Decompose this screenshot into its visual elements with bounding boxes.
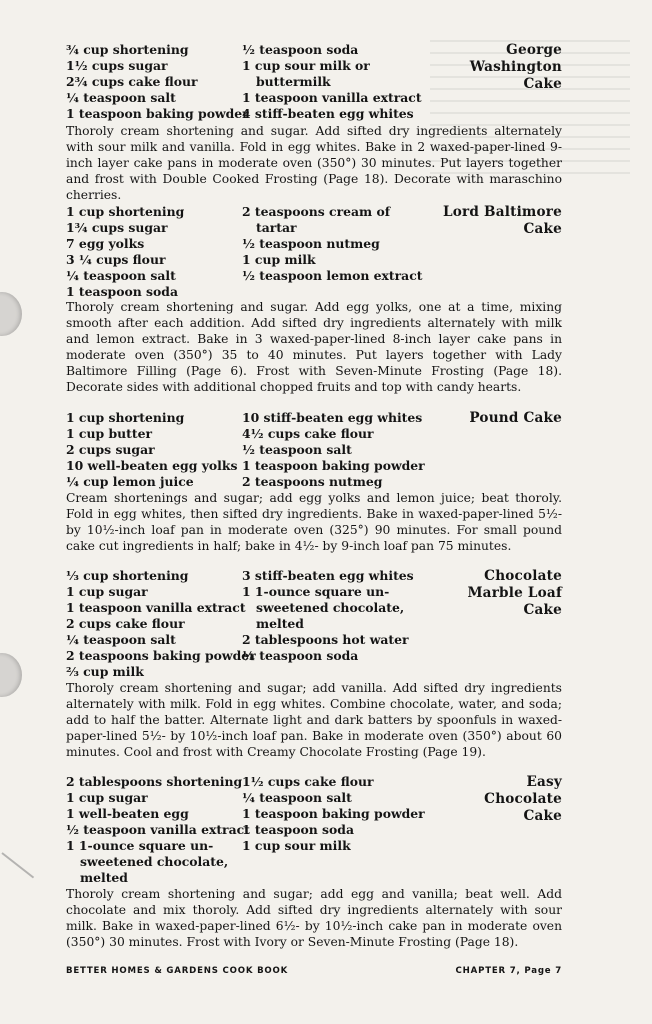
recipe-directions: Thoroly cream shortening and sugar. Add egg yolks, one at a time, mixing smooth after each addition. Add sifted dry ingredients alternately with milk and lemon extract. Bake in 3 waxed-paper-lined 8-inch layer cake pans in moderate oven (350°) 35 to 40 minutes. Put layers together with Lady Baltimore Filling (Page 6). Frost with Seven-Minute Frosting (Page 18). Decorate sides with additional chopped fruits and top with candy hearts.	[66, 300, 562, 394]
ingredient: 3 ¼ cups flour	[66, 252, 166, 267]
ingredient-column-1	[66, 410, 244, 490]
ingredient: ¼ cup lemon juice	[66, 474, 194, 489]
ingredient: 2 teaspoons nutmeg	[242, 474, 383, 489]
ingredient-column-2	[242, 42, 434, 122]
ingredient: 1 teaspoon soda	[66, 284, 178, 299]
ingredient-column-1	[66, 204, 244, 300]
ingredient: 1 cup shortening	[66, 410, 185, 425]
ingredient: 1 teaspoon baking powder	[242, 458, 425, 473]
ingredient: 1½ cups sugar	[66, 58, 168, 73]
ingredient: 1 teaspoon vanilla extract	[66, 600, 246, 615]
ingredient: ⅔ cup milk	[66, 664, 144, 679]
ingredient: ½ teaspoon salt	[242, 442, 352, 457]
recipe-directions: Thoroly cream shortening and sugar. Add sifted dry ingredients alternately with sour milk and vanilla. Fold in egg whites. Bake in 2 waxed-paper-lined 9-inch layer cake pans in moderate oven (350°) 30 minutes. Put layers together and frost with Double Cooked Frosting (Page 18). Decorate with maraschino cherries.	[66, 124, 562, 202]
ingredient: 1 teaspoon baking powder	[242, 806, 425, 821]
ingredient: 1 cup sour milk	[242, 838, 351, 853]
recipe-directions: Thoroly cream shortening and sugar; add egg and vanilla; beat well. Add chocolate and mix thoroly. Add sifted dry ingredients alternately with sour milk. Bake in waxed-paper-lined 6½- by 10½-inch cake pan in moderate oven (350°) 30 minutes. Frost with Ivory or Seven-Minute Frosting (Page 18).	[66, 887, 562, 949]
ingredient: melted	[256, 616, 304, 631]
binder-hole-middle	[0, 653, 22, 697]
ingredient: 4 stiff-beaten egg whites	[242, 106, 414, 121]
ingredient: ½ teaspoon nutmeg	[242, 236, 380, 251]
ingredient-column-2	[242, 410, 434, 490]
ingredient-column-2	[242, 568, 434, 664]
ingredient: ¼ teaspoon salt	[66, 90, 176, 105]
ingredient: 1 1-ounce square un-	[66, 838, 214, 853]
ingredient-column-2	[242, 204, 434, 284]
ingredient: ½ teaspoon lemon extract	[242, 268, 423, 283]
ingredient: 1 cup sour milk or	[242, 58, 370, 73]
recipe-title: Chocolate Marble Loaf Cake	[467, 568, 562, 618]
ingredient: 1 teaspoon soda	[242, 822, 354, 837]
ingredient: 1 cup butter	[66, 426, 152, 441]
ingredient: 10 stiff-beaten egg whites	[242, 410, 423, 425]
ingredient: 1 cup milk	[242, 252, 316, 267]
ingredient: 1 teaspoon baking powder	[66, 106, 249, 121]
ingredient: 1½ cups cake flour	[242, 774, 374, 789]
recipe-directions: Cream shortenings and sugar; add egg yolks and lemon juice; beat thoroly. Fold in egg whites, then sifted dry ingredients. Bake in waxed-paper-lined 5½- by 10½-inch loaf pan in moderate oven (325°) 90 minutes. For small pound cake cut ingredients in half; bake in 4½- by 9-inch loaf pan 75 minutes.	[66, 491, 562, 553]
ingredient: 1 1-ounce square un-	[242, 584, 390, 599]
ingredient-column-2	[242, 774, 434, 854]
ingredient: buttermilk	[256, 74, 331, 89]
chapter-page-footer: CHAPTER 7, Page 7	[455, 966, 562, 976]
ingredient: 4½ cups cake flour	[242, 426, 374, 441]
ingredient-column-1	[66, 774, 250, 886]
recipe-title: Easy Chocolate Cake	[484, 774, 562, 824]
ingredient: 7 egg yolks	[66, 236, 145, 251]
binder-hole-top	[0, 292, 22, 336]
ingredient: ½ teaspoon soda	[242, 42, 359, 57]
ingredient: 1 cup sugar	[66, 584, 148, 599]
ingredient: 2 cups cake flour	[66, 616, 185, 631]
ingredient: 2 teaspoons cream of	[242, 204, 391, 219]
ingredient: 2 tablespoons hot water	[242, 632, 409, 647]
ingredient: 2 teaspoons baking powder	[66, 648, 256, 663]
ingredient-column-1	[66, 42, 249, 122]
ingredient: sweetened chocolate,	[256, 600, 405, 615]
ingredient: 10 well-beaten egg yolks	[66, 458, 238, 473]
ingredient: ¾ cup shortening	[66, 42, 189, 57]
ingredient: ¼ teaspoon soda	[242, 648, 359, 663]
book-title-footer: BETTER HOMES & GARDENS COOK BOOK	[66, 966, 289, 976]
ingredient: 2¾ cups cake flour	[66, 74, 198, 89]
ingredient: sweetened chocolate,	[80, 854, 229, 869]
ingredient: 2 tablespoons shortening	[66, 774, 243, 789]
ingredient: 1 well-beaten egg	[66, 806, 189, 821]
ingredient: 1 teaspoon vanilla extract	[242, 90, 422, 105]
ingredient: ¼ teaspoon salt	[66, 268, 176, 283]
ingredient: 3 stiff-beaten egg whites	[242, 568, 414, 583]
ingredient: 1 cup sugar	[66, 790, 148, 805]
recipe-title: Pound Cake	[469, 410, 562, 426]
ingredient: tartar	[256, 220, 297, 235]
ingredient: 2 cups sugar	[66, 442, 155, 457]
recipe-directions: Thoroly cream shortening and sugar; add vanilla. Add sifted dry ingredients alternately with milk. Fold in egg whites. Combine chocolate, water, and soda; add to half the batter. Alternate light and dark batters by spoonfuls in waxed-paper-lined 5½- by 10½-inch loaf pan. Bake in moderate oven (350°) about 60 minutes. Cool and frost with Creamy Chocolate Frosting (Page 19).	[66, 681, 562, 759]
recipe-title: Lord Baltimore Cake	[443, 204, 562, 237]
ingredient: 1 cup shortening	[66, 204, 185, 219]
page-edge-mark	[1, 852, 34, 878]
ingredient: ⅓ cup shortening	[66, 568, 189, 583]
ingredient: ¼ teaspoon salt	[66, 632, 176, 647]
recipe-title: George Washington Cake	[469, 42, 562, 92]
ingredient: melted	[80, 870, 128, 885]
ingredient-column-1	[66, 568, 256, 680]
ingredient: ½ teaspoon vanilla extract	[66, 822, 250, 837]
ingredient: ¼ teaspoon salt	[242, 790, 352, 805]
ingredient: 1¾ cups sugar	[66, 220, 168, 235]
